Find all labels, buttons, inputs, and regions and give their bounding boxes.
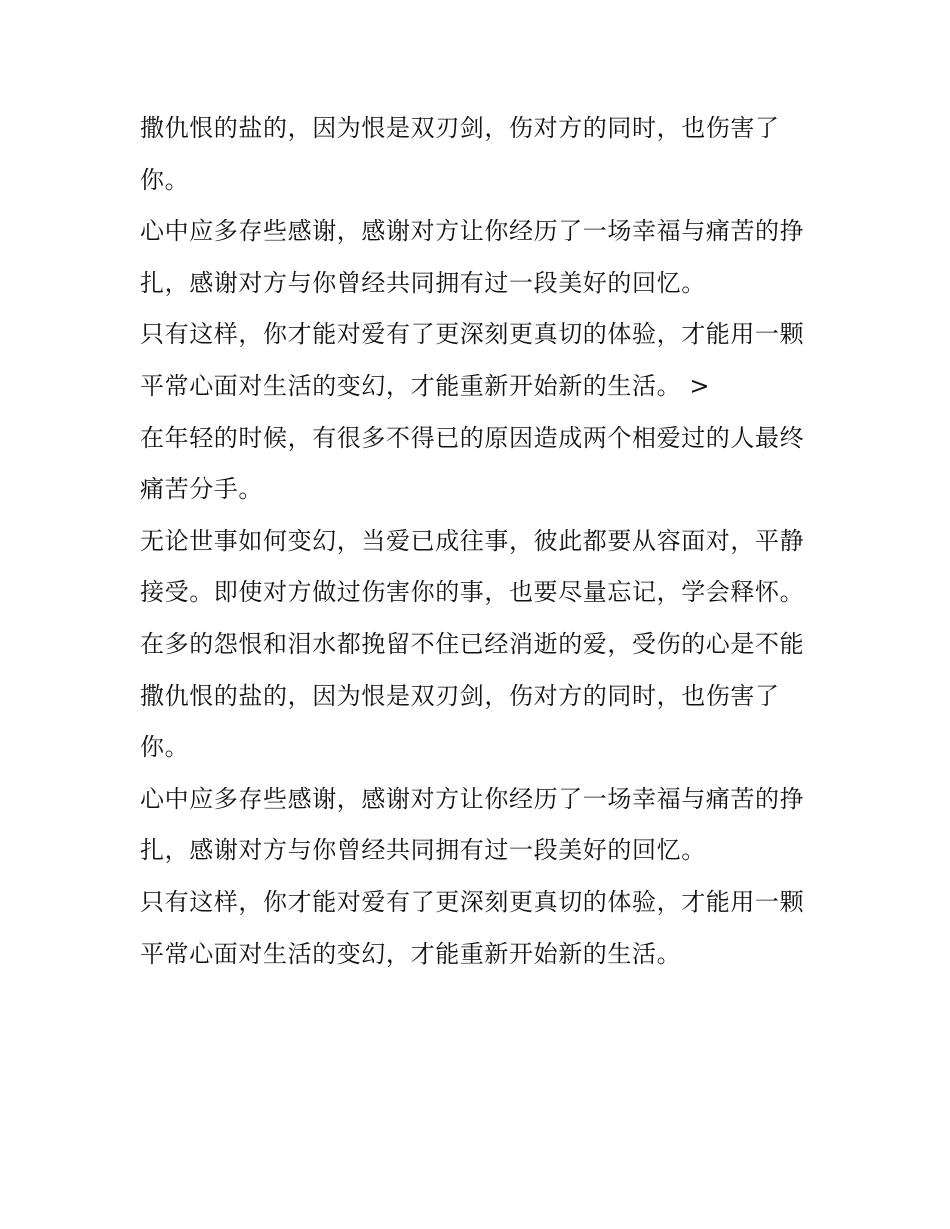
text-line: 心中应多存些感谢，感谢对方让你经历了一场幸福与痛苦的挣 (140, 217, 805, 246)
text-line: 平常心面对生活的变幻，才能重新开始新的生活。 > (140, 371, 711, 400)
text-line: 接受。即使对方做过伤害你的事，也要尽量忘记，学会释怀。 (140, 578, 805, 607)
text-line: 只有这样，你才能对爱有了更深刻更真切的体验，才能用一颗 (140, 320, 805, 349)
text-line: 你。 (140, 165, 190, 194)
text-line: 在年轻的时候，有很多不得已的原因造成两个相爱过的人最终 (140, 423, 805, 452)
text-line: 扎，感谢对方与你曾经共同拥有过一段美好的回忆。 (140, 836, 706, 865)
text-line: 撒仇恨的盐的，因为恨是双刃剑，伤对方的同时，也伤害了 (140, 114, 780, 142)
body-text (140, 103, 820, 980)
text-line: 痛苦分手。 (140, 475, 263, 504)
text-line: 无论世事如何变幻，当爱已成往事，彼此都要从容面对，平静 (140, 526, 805, 555)
text-line: 扎，感谢对方与你曾经共同拥有过一段美好的回忆。 (140, 268, 706, 297)
text-line: 心中应多存些感谢，感谢对方让你经历了一场幸福与痛苦的挣 (140, 784, 805, 813)
text-line: 你。 (140, 733, 190, 762)
text-line: 撒仇恨的盐的，因为恨是双刃剑，伤对方的同时，也伤害了 (140, 681, 780, 710)
text-line: 平常心面对生活的变幻，才能重新开始新的生活。 (140, 939, 682, 968)
text-line: 在多的怨恨和泪水都挽留不住已经消逝的爱，受伤的心是不能 (140, 629, 805, 658)
text-line: 只有这样，你才能对爱有了更深刻更真切的体验，才能用一颗 (140, 887, 805, 916)
